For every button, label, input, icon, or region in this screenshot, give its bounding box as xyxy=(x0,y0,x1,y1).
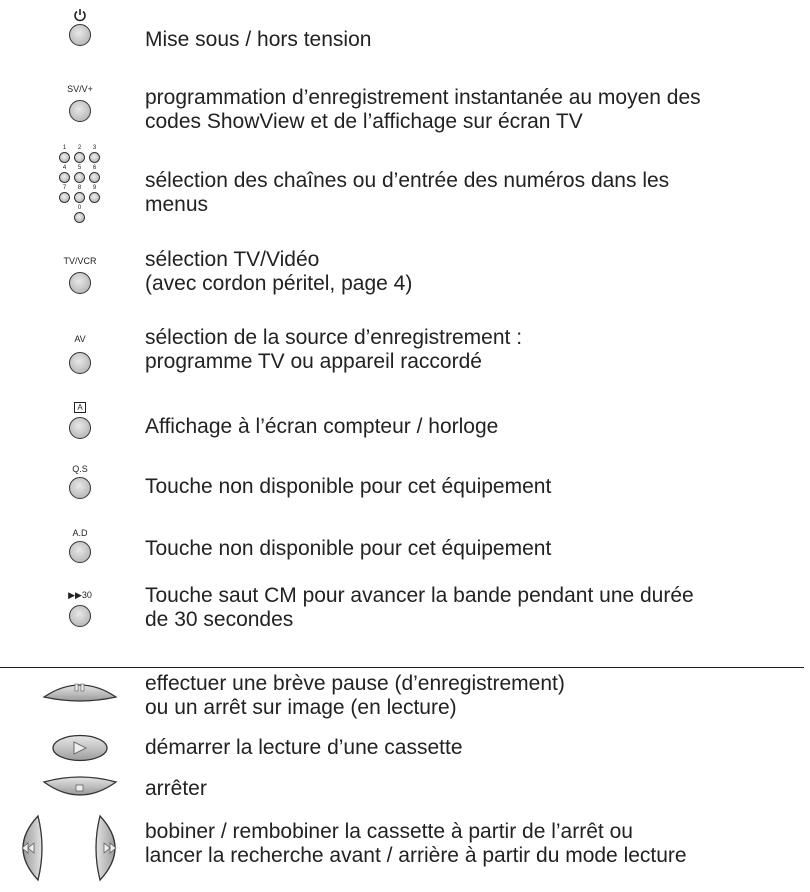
power-text: Mise sous / hors tension xyxy=(145,28,372,51)
digit-label: 2 xyxy=(77,145,82,151)
numpad-key xyxy=(59,172,70,183)
numpad-key xyxy=(74,172,85,183)
digit-label: 0 xyxy=(77,205,82,211)
skip30-button xyxy=(69,605,91,627)
numpad-key xyxy=(74,152,85,163)
numpad-text-line2: menus xyxy=(145,193,209,216)
display-button-label: A xyxy=(74,402,86,413)
tvvcr-button xyxy=(69,272,91,294)
numpad-key xyxy=(89,192,100,203)
numpad-key xyxy=(74,212,85,223)
qs-text: Touche non disponible pour cet équipement xyxy=(145,475,552,498)
av-text-line1: sélection de la source d’enregistrement : xyxy=(145,326,523,349)
showview-text-line2: codes ShowView et de l’affichage sur écran TV xyxy=(145,110,583,133)
digit-label: 1 xyxy=(62,145,67,151)
av-text-line2: programme TV ou appareil raccordé xyxy=(145,350,482,373)
skip30-text-line1: Touche saut CM pour avancer la bande pendant une durée xyxy=(145,584,694,607)
display-text: Affichage à l’écran compteur / horloge xyxy=(145,415,499,438)
numpad-key xyxy=(59,152,70,163)
showview-text-line1: programmation d’enregistrement instantanée au moyen des xyxy=(145,86,701,109)
digit-label: 9 xyxy=(92,185,97,191)
skip30-text-line2: de 30 secondes xyxy=(145,608,294,631)
pause-text-line1: effectuer une brève pause (d’enregistrement) xyxy=(145,672,565,695)
pause-text-line2: ou un arrêt sur image (en lecture) xyxy=(145,696,457,719)
digit-label: 5 xyxy=(77,165,82,171)
showview-button xyxy=(69,100,91,122)
numpad-key xyxy=(59,192,70,203)
divider xyxy=(0,667,804,668)
fast-forward-icon xyxy=(92,812,132,884)
digit-label: 8 xyxy=(77,185,82,191)
ad-button xyxy=(69,541,91,563)
numpad-key xyxy=(89,172,100,183)
stop-text: arrêter xyxy=(145,777,207,800)
numpad-text-line1: sélection des chaînes ou d’entrée des numéros dans les xyxy=(145,169,670,192)
qs-button-label: Q.S xyxy=(72,464,88,474)
qs-button xyxy=(69,477,91,499)
tvvcr-text-line1: sélection TV/Vidéo xyxy=(145,248,320,271)
digit-label: 7 xyxy=(62,185,67,191)
digit-label: 3 xyxy=(92,145,97,151)
play-icon xyxy=(50,733,110,763)
digit-label: 4 xyxy=(62,165,67,171)
rewind-icon xyxy=(6,812,46,884)
display-button xyxy=(69,417,91,439)
stop-icon xyxy=(40,774,120,800)
play-text: démarrer la lecture d’une cassette xyxy=(145,736,463,759)
ad-text: Touche non disponible pour cet équipement xyxy=(145,537,552,560)
av-button xyxy=(69,352,91,374)
tvvcr-text-line2: (avec cordon péritel, page 4) xyxy=(145,272,413,295)
tvvcr-button-label: TV/VCR xyxy=(63,256,97,266)
power-button xyxy=(69,24,91,46)
wind-text-line1: bobiner / rembobiner la cassette à partir de l’arrêt ou xyxy=(145,820,633,843)
pause-icon xyxy=(40,675,120,703)
showview-button-label: SV/V+ xyxy=(67,84,93,94)
av-button-label: AV xyxy=(74,334,86,344)
ad-button-label: A.D xyxy=(72,528,88,538)
wind-text-line2: lancer la recherche avant / arrière à partir du mode lecture xyxy=(145,844,687,867)
numpad-key xyxy=(89,152,100,163)
power-button-graphic xyxy=(40,8,120,46)
numpad-icon xyxy=(50,145,110,235)
numpad-key xyxy=(74,192,85,203)
power-icon xyxy=(73,8,87,22)
digit-label: 6 xyxy=(92,165,97,171)
skip30-button-label: ▶▶30 xyxy=(68,590,92,600)
